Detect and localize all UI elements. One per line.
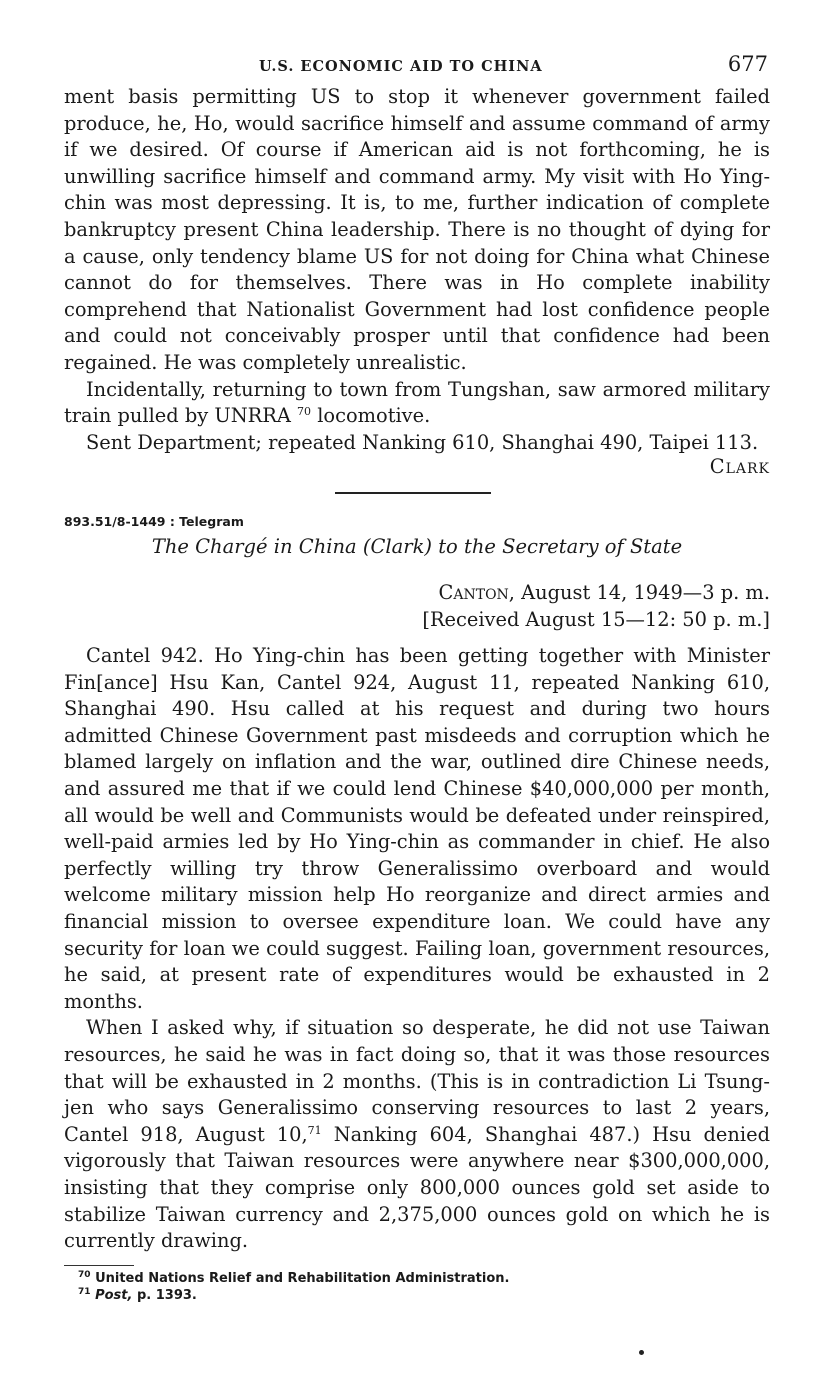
paragraph-2-text: When I asked why, if situation so desperate, he did not use Taiwan resources, he said he was in fact doing so, that it was those resources that will be exhausted in 2 months. (This is in contradiction Li Tsung-jen who says Generalissimo conserving resources to last 2 years, Cantel 918, August 10, (64, 1016, 770, 1146)
continuation-paragraph: ment basis permitting US to stop it whenever government failed produce, he, Ho, would sacrifice himself and assume command of army if we desired. Of course if American aid is not forthcoming, he is unwilling sacrifice himself and command army. My visit with Ho Ying-chin was most depressing. It is, to me, further indication of complete bankruptcy present China leadership. There is no thought of dying for a cause, only tendency blame US for not doing for China what Chinese cannot do for themselves. There was in Ho complete inability comprehend that Nationalist Government had lost confidence people and could not conceivably prosper until that confidence had been regained. He was completely unrealistic. (64, 85, 770, 374)
footnote-70 (64, 1270, 770, 1287)
sent-line: Sent Department; repeated Nanking 610, Shanghai 490, Taipei 113. (86, 430, 759, 454)
incidental-paragraph (64, 377, 770, 430)
body-paragraph-1: Cantel 942. Ho Ying-chin has been getting together with Minister Fin[ance] Hsu Kan, Cantel 924, August 11, repeated Nanking 610, Shanghai 490. Hsu called at his request and during two hours admitted Chinese Government past misdeeds and corruption which he blamed largely on inflation and the war, outlined dire Chinese needs, and assured me that if we could lend Chinese $40,000,000 per month, all would be well and Communists would be defeated under reinspired, well-paid armies led by Ho Ying-chin as commander in chief. He also perfectly willing try throw Generalissimo overboard and would welcome military mission help Ho reorganize and direct armies and financial mission to oversee expenditure loan. We could have any security for loan we could suggest. Failing loan, government resources, he said, at present rate of expenditures would be exhausted in 2 months. (64, 644, 770, 1013)
incidental-text: Incidentally, returning to town from Tungshan, saw armored military train pulled by UNRRA (64, 377, 770, 428)
section-divider (335, 492, 491, 494)
footnote-number: 71 (78, 1286, 91, 1297)
footnote-text: United Nations Relief and Rehabilitation Administration. (95, 1270, 510, 1286)
footnote-text: p. 1393. (136, 1287, 197, 1303)
incidental-text-end: locomotive. (317, 404, 431, 428)
document-title: The Chargé in China (Clark) to the Secretary of State (151, 534, 683, 558)
footnote-number: 70 (78, 1269, 91, 1280)
footnote-71 (64, 1287, 770, 1304)
running-head (64, 48, 770, 84)
signature: Clark (709, 455, 770, 479)
page-number: 677 (727, 52, 768, 76)
dateline-place: Canton, (438, 580, 515, 604)
document-page (64, 48, 770, 1304)
footnote-italic-text: Post, (95, 1287, 133, 1303)
running-title: U.S. ECONOMIC AID TO CHINA (259, 58, 543, 75)
dateline-sent (64, 580, 770, 607)
body-paragraph-2 (64, 1015, 770, 1254)
footnote-ref-70[interactable]: 70 (297, 405, 312, 419)
footnote-divider (64, 1265, 134, 1266)
dateline (64, 580, 770, 633)
page-speck (639, 1350, 644, 1355)
dateline-date: August 14, 1949—3 p. m. (521, 580, 770, 604)
file-reference: 893.51/8-1449 : Telegram (64, 513, 244, 529)
footnote-ref-71[interactable]: 71 (307, 1123, 322, 1137)
paragraph-2-text-end: Nanking 604, Shanghai 487.) Hsu denied vigorously that Taiwan resources were anywhere near $300,000,000, insisting that they comprise only 800,000 ounces gold set aside to stabilize Taiwan currency and 2,375,000 ounces gold on which he is currently drawing. (64, 1122, 770, 1253)
dateline-received: [Received August 15—12: 50 p. m.] (422, 607, 770, 631)
